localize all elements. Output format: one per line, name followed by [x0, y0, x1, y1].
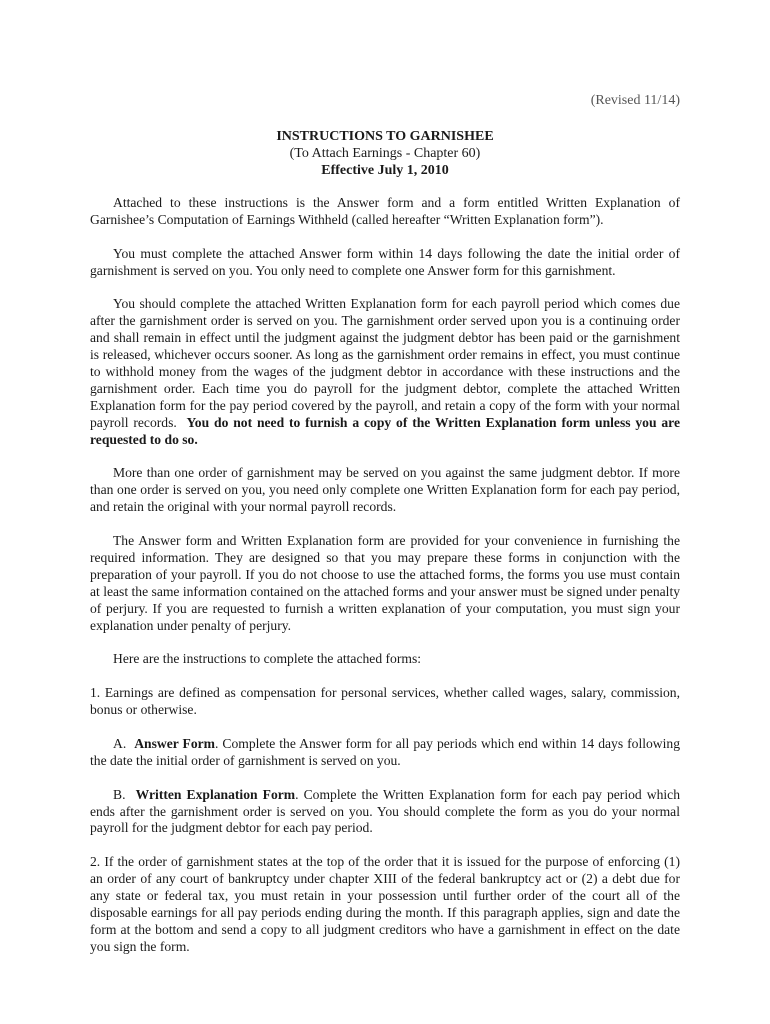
- effective-date: Effective July 1, 2010: [321, 163, 449, 178]
- paragraph-written-explanation: [90, 296, 680, 448]
- document-heading: [90, 128, 680, 179]
- item-heading: Answer Form: [134, 735, 216, 751]
- paragraph-answer-deadline: You must complete the attached Answer form within 14 days following the date the initial order of garnishment is served on you. You only need to complete one Answer form for this garnishment.: [90, 245, 680, 278]
- paragraph-form-convenience: The Answer form and Written Explanation form are provided for your convenience in furnishing the required information. They are designed so that you may prepare these forms in conjunction with the preparation of your payroll. If you do not choose to use the attached forms, the forms you use must contain at least the same information contained on the attached forms and your answer must be signed under penalty of perjury. If you are requested to furnish a written explanation of your computation, you must sign your explanation under penalty of perjury.: [90, 533, 681, 633]
- document-subtitle: (To Attach Earnings - Chapter 60): [289, 146, 481, 161]
- paragraph-attached-forms: Attached to these instructions is the Answer form and a form entitled Written Explanation of Garnishee’s Computation of Earnings Withheld (called hereafter “Written Explanation form”).: [90, 195, 680, 227]
- item-marker: B.: [113, 786, 126, 802]
- paragraph-multiple-orders: More than one order of garnishment may be served on you against the same judgment debtor. If more than one order is served on you, you need only complete one Written Explanation form for each pay period, and retain the original with your normal payroll records.: [90, 465, 680, 515]
- paragraph-instructions-intro: Here are the instructions to complete the attached forms:: [113, 651, 422, 667]
- item-text: . Complete the Answer form for all pay periods which end within 14 days following the date the initial order of garnishment is served on you.: [90, 735, 680, 768]
- list-item-answer-form: [90, 736, 680, 770]
- revision-note: (Revised 11/14): [590, 93, 680, 108]
- item-heading: Written Explanation Form: [135, 786, 296, 802]
- item-text: . Complete the Written Explanation form for each pay period which ends after the garnishment order is served on you. You should complete the form as you do your normal payroll for the judgment debtor for each pay period.: [90, 786, 681, 836]
- document-title: INSTRUCTIONS TO GARNISHEE: [276, 129, 494, 144]
- paragraph-text: You should complete the attached Written Explanation form for each payroll period which comes due after the garnishment order is served on you. The garnishment order served upon you is a continuing order and shall remain in effect until the judgment against the judgment debtor has been paid or the garnishment is released, whichever occurs sooner. As long as the garnishment order remains in effect, you must continue to withhold money from the wages of the judgment debtor in accordance with these instructions and the garnishment order. Each time you do payroll for the judgment debtor, complete the attached Written Explanation form for the pay period covered by the payroll, and retain a copy of the form with your normal payroll records.: [90, 296, 680, 430]
- list-item-written-explanation-form: [90, 787, 680, 838]
- document-body: [90, 195, 680, 973]
- item-marker: A.: [113, 735, 127, 751]
- list-item-earnings: 1. Earnings are defined as compensation for personal services, whether called wages, salary, commission, bonus or otherwise.: [90, 685, 680, 718]
- bold-notice: You do not need to furnish a copy of the Written Explanation form unless you are requested to do so.: [90, 414, 681, 447]
- list-item-bankruptcy-tax: 2. If the order of garnishment states at the top of the order that it is issued for the purpose of enforcing (1) an order of any court of bankruptcy under chapter XIII of the federal bankruptcy act or (2) a debt due for any state or federal tax, you must retain in your possession until further order of the court all of the disposable earnings for all pay periods ending during the month. If this paragraph applies, sign and date the form at the bottom and send a copy to all judgment creditors who have a garnishment in effect on the date you sign the form.: [90, 854, 680, 954]
